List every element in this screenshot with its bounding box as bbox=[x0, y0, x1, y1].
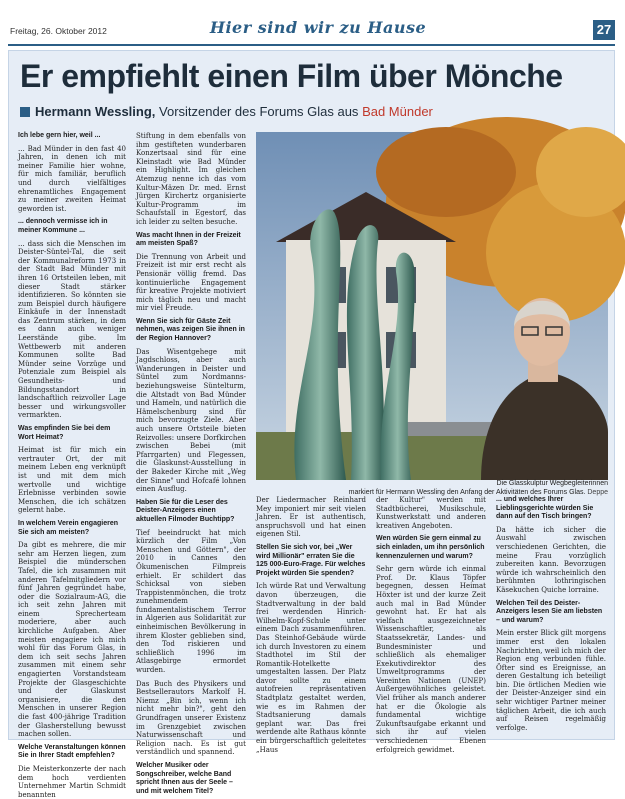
issue-date: Freitag, 26. Oktober 2012 bbox=[10, 26, 107, 36]
article-paragraph: Da hätte ich sicher die Auswahl zwischen verschiedenen Gerichten, die meine Frau vorzüglich zubereiten kann. Bevorzugen würde ich wahrscheinlich den berühmten lothringischen Käsekuchen Quiche lorraine. bbox=[496, 525, 606, 594]
article-paragraph: Mein erster Blick gilt morgens immer erst den lokalen Nachrichten, weil ich mich der Region eng verbunden fühle. Öfter sind es Ereignisse, an deren Gestaltung ich beteiligt bin. Die örtlichen Medien wie der Deister-Anzeiger sind ein sehr wichtiger Partner meiner täglichen Arbeit, die ich auch auf Reisen regelmäßig verfolge. bbox=[496, 629, 606, 732]
interview-question: Was empfinden Sie bei dem Wort Heimat? bbox=[18, 425, 111, 441]
byline-place: Bad Münder bbox=[362, 104, 433, 119]
interview-question: In welchem Verein engagieren Sie sich am meisten? bbox=[18, 519, 118, 536]
article-paragraph: Stiftung in dem ebenfalls von ihm gestifteten wunderbaren Konzertsaal sind für eine Kleinstadt wie Bad Münder ein Highlight. Im gleichen Atemzug nenne ich das vom Kultur-Mäzen Dr. med. Ernst Jürgen Kirchertz organisierte Kultur-Programm im Schaufstall in Egestorf, das ich leider zu selten besuche. bbox=[136, 132, 246, 226]
interview-question: ... und welches Ihrer Lieblingsgerichte würden Sie dann auf den Tisch bringen? bbox=[496, 496, 594, 521]
byline-square-icon bbox=[20, 107, 30, 117]
interview-question: Welche Veranstaltungen können Sie in Ihrer Stadt empfehlen? bbox=[18, 743, 126, 760]
page-number: 27 bbox=[593, 20, 615, 40]
article-byline bbox=[20, 104, 610, 119]
article-paragraph: ... Bad Münder in den fast 40 Jahren, in denen ich mit meiner Familie hier wohne, für mich familiär, beruflich und durch vielfältiges ehrenamtliches Engagement zu meiner zweiten Heimat geworden ist. bbox=[18, 144, 126, 213]
interview-question: ... dennoch vermisse ich in meiner Kommune ... bbox=[18, 218, 108, 234]
article-column-1 bbox=[18, 132, 126, 799]
interview-question: Stellen Sie sich vor, bei „Wer wird Millionär" erraten Sie die 125 000-Euro-Frage. Für welches Projekt würden Sie spenden? bbox=[256, 543, 366, 577]
interview-question: Wen würden Sie gern einmal zu sich einladen, um ihn persönlich kennenzulernen und warum? bbox=[376, 535, 485, 560]
article-paragraph: Sehr gern würde ich einmal Prof. Dr. Klaus Töpfer begegnen, dessen Heimat Höxter ist und der kurze Zeit auch mal in Bad Münder gewohnt hat. Er hat als vielfach ausgezeichneter Wissenschaftler, als Staatssekretär, Landes- und Bundesminister und schließlich als ehemaliger Exekutivdirektor des Umweltprogramms der Vereinten Nationen (UNEP) Außergewöhnliches geleistet. Viel früher als manch anderer hat er die Ökologie als fundamental wichtige Zukunftsaufgabe erkannt und sich ihr auf vielen verschiedenen Ebenen erfolgreich gewidmet. bbox=[376, 565, 486, 754]
page-header bbox=[8, 18, 615, 42]
article-paragraph: Heimat ist für mich ein vertrauter Ort, der mit meinem Leben eng verknüpft ist und mit dem mich wertvolle und wichtige Erlebnisse verbinden sowie Menschen, die ich schätzen gelernt habe. bbox=[18, 446, 126, 515]
article-paragraph: Tief beeindruckt hat mich kürzlich der Film „Von Menschen und Göttern", der 2010 in Cannes den Ökumenischen Filmpreis erhielt. Er schildert das Schicksal von sieben Trappistenmönchen, die trotz zunehmendem fundamentalistischem Terror in Algerien aus Solidarität zur einheimischen Bevölkerung in ihrem Kloster geblieben sind, den Tod riskieren und schließlich 1996 im Atlasgebirge ermordet wurden. bbox=[136, 528, 246, 675]
article-column-3 bbox=[256, 496, 366, 754]
article-paragraph: Das Buch des Physikers und Bestsellerautors Markolf H. Niemz „Bin ich, wenn ich nicht mehr bin?", geht den Grundfragen unserer Existenz im Grenzgebiet zwischen Naturwissenschaft und Religion nach. Es ist gut verständlich und spannend. bbox=[136, 679, 246, 757]
article-column-5 bbox=[496, 496, 606, 732]
byline-role: Vorsitzender des Forums Glas aus bbox=[155, 104, 363, 119]
article-paragraph: Das Wisentgehege mit Jagdschloss, aber auch Wanderungen in Deister und Süntel zum Nordmanns-beziehungsweise Süntelturm, die Altstadt von Bad Münder und Hameln, und natürlich die Hämelschenburg sind für mich bevorzugte Ziele. Aber auch unsere Ortsteile bieten Reizvolles: unsere Dorfkirchen zwischen Bebei (mit Pfarrgarten) und Flegessen, die Glaskunst-Ausstellung in der Bakeder Kirche mit „Weg der Sinne" und Hofcafé lohnen einen Ausflug. bbox=[136, 347, 246, 494]
glass-sculpture-photo bbox=[256, 132, 608, 480]
article-photo bbox=[256, 132, 608, 480]
interview-question: Welcher Musiker oder Songschreiber, welche Band spricht Ihnen aus der Seele – und mit welchem Titel? bbox=[136, 761, 233, 795]
photo-caption bbox=[256, 480, 608, 497]
section-title: Hier sind wir zu Hause bbox=[209, 18, 427, 37]
article-paragraph: ... dass sich die Menschen im Deister-Süntel-Tal, die seit der Kommunalreform 1973 in der Stadt Bad Münder mit ihren 16 Ortsteilen leben, mit dieser Stadt stärker identifizieren. So könnten sie zum Beispiel durch häufigere Einkäufe in der Innenstadt das Zentrum stärken, in dem es dann auch weniger Leerstände gibe. Im Wettbewerb mit anderen Kommunen sollte Bad Münder seine Vorzüge und Potenziale zum Beispiel als Gesundheits- und Bildungsstandort in landschaftlich reizvoller Lage besser und wirkungsvoller vermarkten. bbox=[18, 239, 126, 420]
interview-question: Wenn Sie sich für Gäste Zeit nehmen, was zeigen Sie ihnen in der Region Hannover? bbox=[136, 317, 245, 343]
byline-name: Hermann Wessling, bbox=[35, 104, 156, 119]
article-column-4 bbox=[376, 496, 486, 754]
article-paragraph: Die Trennung von Arbeit und Freizeit ist mir erst recht als Pensionär völlig fremd. Das kontinuierliche Engagement für kreative Projekte motiviert mich täglich neu und macht mir viel Freude. bbox=[136, 252, 246, 313]
article-paragraph: Ich würde Rat und Verwaltung davon überzeugen, die Stadtverwaltung in der bald frei werdenden Hinrich-Wilhelm-Kopf-Schule unter einem Dach zusammenführen. Das Steinhof-Gebäude würde ich durch Investoren zu einem Stadthotel im Stil der Romantik-Hotelkette umgestalten lassen. Der Platz davor sollte zu einem autofreien repräsentativen Stadtplatz gestaltet werden, wie es im Rahmen der Stadtsanierung damals geplant war. Das frei werdende alte Rathaus könnte ein bürgerschaftlich geleitetes „Haus bbox=[256, 582, 366, 754]
header-rule bbox=[8, 44, 615, 46]
photo-credit: Deppe bbox=[585, 488, 608, 496]
interview-question: Was macht Ihnen in der Freizeit am meisten Spaß? bbox=[136, 231, 241, 248]
article-paragraph: Der Liedermacher Reinhard Mey imponiert mir seit vielen Jahren. Er ist authentisch, anspruchsvoll und hat einen eigenen Stil. bbox=[256, 496, 366, 539]
article-paragraph: der Kultur" werden mit Stadtbücherei, Musikschule, Kunstwerkstatt und anderen kreativen Angeboten. bbox=[376, 496, 486, 530]
caption-line-2: markiert für Hermann Wessling den Anfang der Aktivitäten des Forums Glas. bbox=[348, 488, 586, 496]
article-paragraph: Da gibt es mehrere, die mir sehr am Herzen liegen, zum Beispiel die münderschen Tafel, die ich zusammen mit anderen Tafelmitgliedern vor fünf Jahren gegründet habe, oder die Sozialraum-AG, die ich seit zehn Jahren mit einem Sprecherteam moderiere, aber auch kirchliche Aufgaben. Aber meisten engagiere ich mich wohl für das Forum Glas, in dem ich seit sechs Jahren zusammen mit einem sehr engagierten Vorstandsteam Projekte der Glasgeschichte und der Glaskunst organisiere, die den Menschen in unserer Region die fast 400-jährige Tradition der Glasherstellung bewusst machen sollen. bbox=[18, 541, 126, 739]
interview-question: Haben Sie für die Leser des Deister-Anzeigers einen aktuellen Filmoder Buchtipp? bbox=[136, 498, 235, 523]
interview-question: Ich lebe gern hier, weil ... bbox=[18, 132, 101, 139]
interview-question: Welchen Teil des Deister-Anzeigers lesen Sie am liebsten – und warum? bbox=[496, 599, 603, 624]
article-column-2 bbox=[136, 132, 246, 795]
caption-line-1: Die Glasskulptur Wegbegleiterinnen bbox=[496, 480, 608, 487]
article-paragraph: Die Meisterkonzerte der nach dem hoch verdienten Unternehmer Martin Schmidt benannten bbox=[18, 764, 126, 799]
article-headline: Er empfiehlt einen Film über Mönche bbox=[20, 58, 563, 94]
